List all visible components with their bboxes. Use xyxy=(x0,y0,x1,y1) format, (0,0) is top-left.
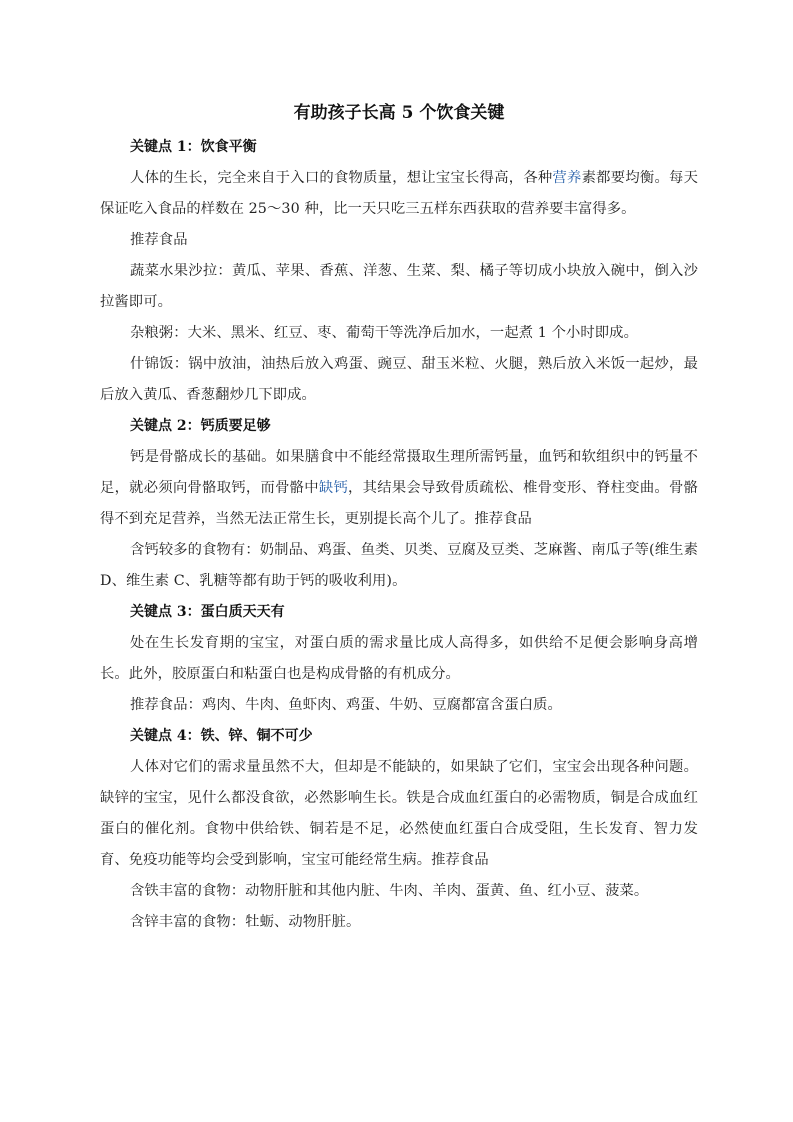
paragraph: 人体对它们的需求量虽然不大，但却是不能缺的，如果缺了它们，宝宝会出现各种问题。缺锌的宝宝，见什么都没食欲，必然影响生长。铁是合成血红蛋白的必需物质，铜是合成血红蛋白的催化剂。食物中供给铁、铜若是不足，必然使血红蛋白合成受阻，生长发育、智力发育、免疫功能等均会受到影响，宝宝可能经常生病。推荐食品 xyxy=(100,759,698,868)
paragraph: 含铁丰富的食物：动物肝脏和其他内脏、牛肉、羊肉、蛋黄、鱼、红小豆、菠菜。 xyxy=(130,883,649,899)
paragraph xyxy=(100,442,698,535)
text-span: ，其结果会导致骨质疏松、椎骨变形、脊柱变曲。骨骼得不到充足营养，当然无法正常生长，更别提长高个儿了。推荐食品 xyxy=(100,480,699,527)
nutrition-link[interactable]: 营养 xyxy=(552,170,582,186)
text-span: 素都要均衡。每天保证吃入食品的样数在 25～30 种，比一天只吃三五样东西获取的营养要丰富得多。 xyxy=(100,170,698,217)
section-heading-4: 关键点 4：铁、锌、铜不可少 xyxy=(130,728,313,744)
paragraph: 推荐食品 xyxy=(130,232,188,248)
section-heading-3: 关键点 3：蛋白质天天有 xyxy=(130,604,285,620)
document-page xyxy=(100,100,698,938)
section-heading-2: 关键点 2：钙质要足够 xyxy=(130,418,271,434)
paragraph: 蔬菜水果沙拉：黄瓜、苹果、香蕉、洋葱、生菜、梨、橘子等切成小块放入碗中，倒入沙拉酱即可。 xyxy=(100,263,698,310)
calcium-deficiency-link[interactable]: 缺钙 xyxy=(318,480,349,496)
paragraph: 处在生长发育期的宝宝，对蛋白质的需求量比成人高得多，如供给不足便会影响身高增长。此外，胶原蛋白和粘蛋白也是构成骨骼的有机成分。 xyxy=(100,635,698,682)
text-span: 人体的生长，完全来自于入口的食物质量，想让宝宝长得高，各种 xyxy=(130,170,553,186)
section-heading-1: 关键点 1：饮食平衡 xyxy=(130,139,257,155)
paragraph: 什锦饭：锅中放油，油热后放入鸡蛋、豌豆、甜玉米粒、火腿，熟后放入米饭一起炒，最后放入黄瓜、香葱翻炒几下即成。 xyxy=(100,356,698,403)
paragraph: 杂粮粥：大米、黑米、红豆、枣、葡萄干等洗净后加水，一起煮 1 个小时即成。 xyxy=(130,325,638,341)
paragraph: 含钙较多的食物有：奶制品、鸡蛋、鱼类、贝类、豆腐及豆类、芝麻酱、南瓜子等(维生素 D、维生素 C、乳糖等都有助于钙的吸收利用)。 xyxy=(100,542,698,589)
paragraph: 含锌丰富的食物：牡蛎、动物肝脏。 xyxy=(130,914,361,930)
paragraph: 推荐食品：鸡肉、牛肉、鱼虾肉、鸡蛋、牛奶、豆腐都富含蛋白质。 xyxy=(130,697,562,713)
page-title: 有助孩子长高 5 个饮食关键 xyxy=(293,103,505,123)
text-span: 钙是骨骼成长的基础。如果膳食中不能经常摄取生理所需钙量，血钙和软组织中的钙量不足，就必须向骨骼取钙，而骨骼中 xyxy=(100,449,698,496)
paragraph xyxy=(100,163,698,225)
